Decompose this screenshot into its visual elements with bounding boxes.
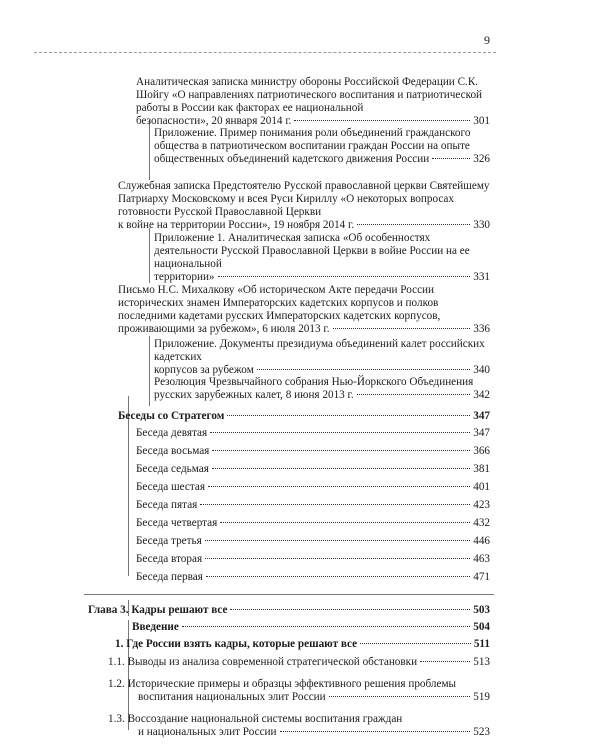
bracket-line bbox=[149, 228, 150, 283]
leader-dots bbox=[432, 158, 470, 159]
entry-page: 463 bbox=[473, 553, 490, 565]
entry-text: Приложение. Документы президиума объединений калет российских кадетских bbox=[154, 338, 485, 363]
entry-page: 381 bbox=[473, 463, 490, 475]
toc-entry[interactable] bbox=[136, 481, 490, 494]
toc-chapter-heading[interactable] bbox=[88, 604, 490, 617]
leader-dots bbox=[257, 369, 470, 370]
leader-dots bbox=[200, 504, 470, 505]
entry-page: 503 bbox=[473, 604, 490, 616]
toc-entry[interactable] bbox=[136, 463, 490, 476]
leader-dots bbox=[360, 643, 471, 644]
leader-dots bbox=[294, 120, 470, 121]
entry-page: 366 bbox=[473, 445, 490, 457]
entry-text-end: Беседа седьмая bbox=[136, 463, 209, 475]
entry-text-end: Беседа третья bbox=[136, 535, 202, 547]
entry-page: 340 bbox=[473, 364, 490, 376]
toc-entry[interactable] bbox=[136, 517, 490, 530]
entry-page: 301 bbox=[473, 115, 490, 127]
entry-text-end: и национальных элит России bbox=[138, 726, 277, 738]
entry-page: 347 bbox=[473, 427, 490, 439]
entry-text-end: воспитания национальных элит России bbox=[138, 691, 326, 703]
toc-entry[interactable] bbox=[136, 535, 490, 548]
toc-entry[interactable] bbox=[108, 713, 490, 739]
entry-text: 1.2. Исторические примеры и образцы эффективного решения проблемы bbox=[108, 678, 457, 690]
entry-text-end: Беседа вторая bbox=[136, 553, 203, 565]
leader-dots bbox=[357, 394, 471, 395]
bracket-line bbox=[128, 396, 129, 576]
entry-text-end: Беседа девятая bbox=[136, 427, 208, 439]
leader-dots bbox=[212, 450, 470, 451]
entry-text-end: Беседа шестая bbox=[136, 481, 206, 493]
toc-entry[interactable] bbox=[108, 656, 490, 669]
entry-page: 471 bbox=[473, 571, 490, 583]
entry-text-end: корпусов за рубежом bbox=[154, 364, 254, 376]
entry-page: 504 bbox=[473, 621, 490, 633]
entry-text-end: Глава 3. Кадры решают все bbox=[88, 604, 228, 616]
entry-page: 523 bbox=[473, 726, 490, 738]
leader-dots bbox=[420, 661, 470, 662]
leader-dots bbox=[329, 696, 471, 697]
entry-text-end: Беседа первая bbox=[136, 571, 203, 583]
entry-page: 519 bbox=[473, 691, 490, 703]
entry-text-end: Беседа восьмая bbox=[136, 445, 210, 457]
entry-text-end: безопасности», 20 января 2014 г. bbox=[136, 115, 292, 127]
leader-dots bbox=[230, 609, 470, 610]
toc-entry[interactable] bbox=[154, 376, 490, 402]
entry-page: 511 bbox=[473, 638, 490, 650]
entry-text: Приложение 1. Аналитическая записка «Об особенностях деятельности Русской Православной Церкви в войне России на ее национальной bbox=[154, 232, 470, 270]
entry-text: Аналитическая записка министру обороны Российской Федерации С.К. Шойгу «О направлениях патриотического воспитания и патриотической работы в России как факторах ее национальной bbox=[136, 76, 483, 114]
toc-entry[interactable] bbox=[136, 76, 490, 128]
entry-text: Приложение. Пример понимания роли объединений гражданского общества в патриотическом воспитании граждан России на опыте bbox=[154, 127, 471, 152]
entry-page: 331 bbox=[473, 271, 490, 283]
toc-entry[interactable] bbox=[136, 553, 490, 566]
toc-section-heading[interactable] bbox=[132, 621, 490, 634]
entry-text-end: к войне на территории России», 19 ноября 2014 г. bbox=[118, 219, 355, 231]
toc-entry[interactable] bbox=[154, 232, 490, 284]
entry-text-end: Беседа четвертая bbox=[136, 517, 218, 529]
toc-entry[interactable] bbox=[118, 284, 490, 336]
leader-dots bbox=[206, 576, 470, 577]
leader-dots bbox=[208, 486, 470, 487]
leader-dots bbox=[333, 328, 471, 329]
leader-dots bbox=[227, 415, 470, 416]
entry-page: 432 bbox=[473, 517, 490, 529]
leader-dots bbox=[357, 224, 470, 225]
entry-text-end: Беседы со Стратегом bbox=[118, 410, 225, 422]
entry-text-end: общественных объединений кадетского движения России bbox=[154, 153, 430, 165]
entry-text-end: русских зарубежных калет, 8 июня 2013 г. bbox=[154, 389, 354, 401]
header-rule bbox=[34, 52, 496, 53]
toc-entry[interactable] bbox=[136, 445, 490, 458]
entry-text-end: территории» bbox=[154, 271, 215, 283]
toc-entry[interactable] bbox=[136, 499, 490, 512]
leader-dots bbox=[210, 432, 470, 433]
entry-text: 1.3. Воссоздание национальной системы воспитания граждан bbox=[108, 713, 403, 725]
bracket-line bbox=[149, 120, 150, 180]
entry-page: 336 bbox=[473, 323, 490, 335]
bracket-line bbox=[149, 336, 150, 406]
toc-section-heading[interactable] bbox=[118, 410, 490, 423]
entry-page: 446 bbox=[473, 535, 490, 547]
entry-page: 513 bbox=[473, 656, 490, 668]
leader-dots bbox=[212, 468, 470, 469]
entry-text: Резолюция Чрезвычайного собрания Нью-Йоркского Объединения bbox=[154, 376, 474, 388]
leader-dots bbox=[280, 731, 471, 732]
toc-section-heading[interactable] bbox=[115, 638, 490, 651]
entry-text-end: 1. Где России взять кадры, которые решают все bbox=[115, 638, 358, 650]
entry-text-end: проживающими за рубежом», 6 июля 2013 г. bbox=[118, 323, 330, 335]
leader-dots bbox=[182, 626, 470, 627]
entry-text: Служебная записка Предстоятелю Русской православной церкви Святейшему Патриарху Московскому и всея Руси Кириллу «О некоторых вопросах готовности Русской Православной Церкви bbox=[118, 180, 490, 218]
entry-page: 401 bbox=[473, 481, 490, 493]
entry-page: 423 bbox=[473, 499, 490, 511]
chapter-rule bbox=[84, 594, 494, 595]
leader-dots bbox=[205, 558, 470, 559]
entry-page: 347 bbox=[473, 410, 490, 422]
page-number: 9 bbox=[484, 33, 490, 47]
leader-dots bbox=[220, 522, 470, 523]
leader-dots bbox=[205, 540, 470, 541]
entry-page: 342 bbox=[473, 389, 490, 401]
entry-page: 326 bbox=[473, 153, 490, 165]
toc-entry[interactable] bbox=[108, 678, 490, 704]
entry-text: Письмо Н.С. Михалкову «Об историческом Акте передачи России исторических знамен Императорских кадетских корпусов и полков последними кадетами русских Императорских кадетских корпусов, bbox=[118, 284, 441, 322]
toc-entry[interactable] bbox=[136, 571, 490, 584]
toc-entry[interactable] bbox=[118, 180, 490, 232]
entry-page: 330 bbox=[473, 219, 490, 231]
entry-text-end: Беседа пятая bbox=[136, 499, 198, 511]
entry-text-end: Введение bbox=[132, 621, 179, 633]
leader-dots bbox=[218, 276, 471, 277]
entry-text-end: 1.1. Выводы из анализа современной стратегической обстановки bbox=[108, 656, 418, 668]
toc-entry[interactable] bbox=[154, 127, 490, 166]
toc-entry[interactable] bbox=[154, 338, 490, 377]
toc-entry[interactable] bbox=[136, 427, 490, 440]
